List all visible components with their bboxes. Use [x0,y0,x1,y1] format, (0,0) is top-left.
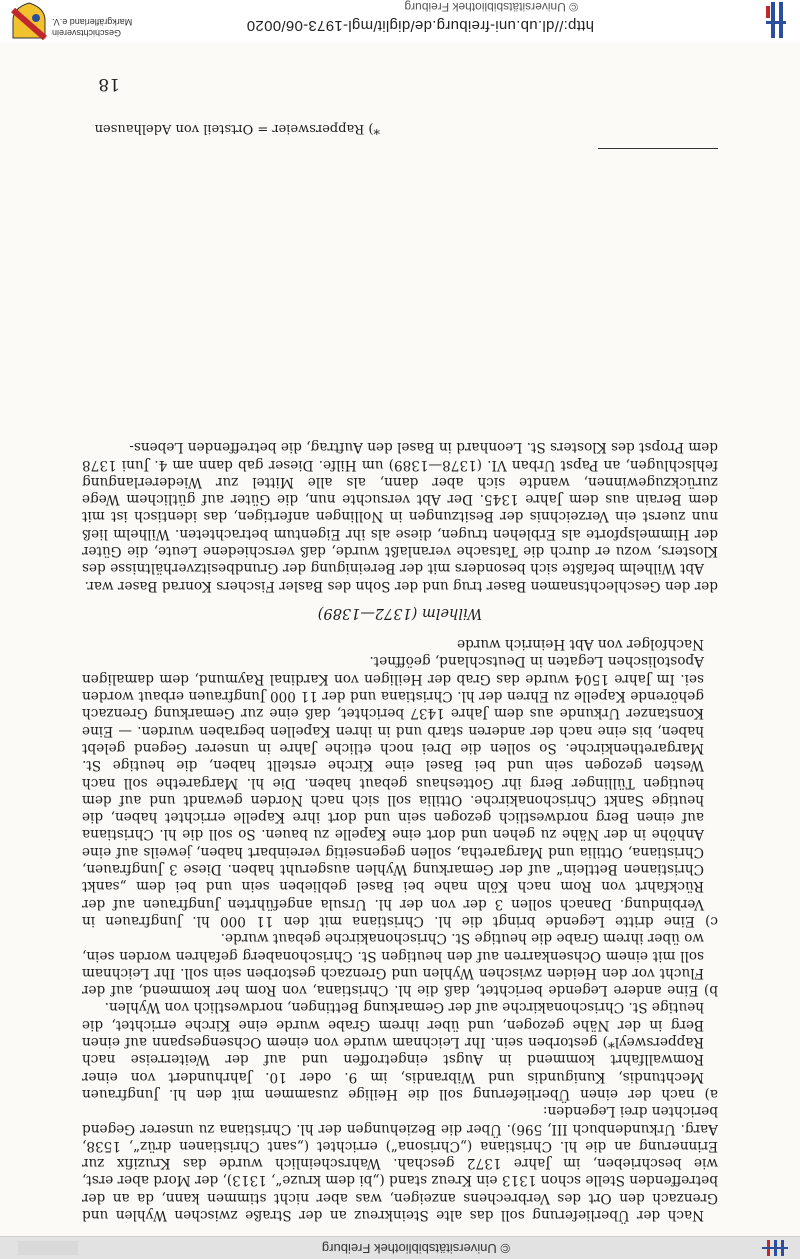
partner-logo-icon [18,1239,78,1257]
permalink-url[interactable]: http://dl.ub.uni-freiburg.de/diglit/mgl-1973-06/0020 [246,17,594,34]
legend-c: c) Eine dritte Legende bringt die hl. Christiana mit den 11 000 hl. Jungfrauen in Verbindung. Danach sollen 3 der von der hl. Ursula angeführten Jungfrauen auf der Rückfahrt von Rom nach Köln nahe bei Basel geblieben sein und bei dem „sankt Christianen Bettlein“ auf der Gemarkung Wyhlen ausgeruht haben. Diese 3 Jungfrauen, Christiana, Ottilia und Margaretha, sollen gegenseitig vereinbart haben, jeweils auf eine Anhöhe in der Nähe zu gehen und dort eine Kapelle zu bauen. So soll die hl. Christiana auf einen Berg nordwestlich gezogen sein und dort ihre Kapelle errichtet haben, die heutige Sankt Chrischonakirche. Ottilia soll sich nach Norden gewandt und auf dem heutigen Tüllinger Berg ihr Gotteshaus gebaut haben. Die hl. Margarethe soll nach Westen gezogen sein und bei Basel eine Kirche erstellt haben, die heutige St. Margarethenkirche. So sollen die Drei noch etliche Jahre in unserer Gegend gelebt haben, bis eine nach der anderen starb und in ihren Kapellen begraben wurden. — Eine Konstanzer Urkunde aus dem Jahre 1437 berichtet, daß eine zur Gemarkung Grenzach gehörende Kapelle zu Ehren der hl. Christiana und der 11 000 Jungfrauen erbaut worden sei. Im Jahre 1504 wurde das Grab der Heiligen von Kardinal Raymund, dem damaligen Apostolischen Legaten in Deutschland, geöffnet. [82,653,718,929]
top-banner [0,1236,800,1259]
successor-line: Nachfolger von Abt Heinrich wurde [457,636,704,653]
coat-of-arms-icon [10,2,48,40]
banner-text: © Universitätsbibliothek Freiburg [321,1241,510,1256]
footer-banner [0,0,800,42]
paragraph-abt-wilhelm: Abt Wilhelm befaßte sich besonders mit der Bereinigung der Grundbesitzverhältnisse des Klosters, wozu er durch die Tatsache veranlaßt wurde, daß verschiedene Leute, die Güter der Himmelspforte als Erblehen trugen, diese als ihr Eigentum betrachteten. Wilhelm ließ nun zuerst ein Verzeichnis der Besitzungen in Nollingen anfertigen, das identisch ist mit dem Berain aus dem Jahre 1345. Der Abt versuchte nun, die Güter auf gütlichem Wege zurückzugewinnen, wandte sich aber dann, als alle Mittel zur Wiedererlangung fehlschlugen, an Papst Urban VI. (1378—1389) um Hilfe. Dieser gab dann am 4. Juni 1378 dem Propst des Klosters St. Leonhard in Basel den Auftrag, die betreffenden Lebens- [82,439,718,577]
footnote: *) Rappersweier = Ortsteil von Adelhausen [94,121,380,136]
legend-a: a) nach der einen Überlieferung soll die Heilige zusammen mit den hl. Jungfrauen Mechtundis, Kunigundis und Wibrandis, im 9. oder 10. Jahrhundert von einer Romwallfahrt kommend in Augst eingetroffen und auf der Weiterreise nach Rappersweyl*) gestorben sein. Ihr Leichnam wurde von einem Ochsengespann auf einen Berg in der Nähe gezogen, und über ihrem Grabe wurde eine Kirche errichtet, die heutige St. Chrischonakirche auf der Gemarkung Bettingen, nordwestlich von Wyhlen. [82,999,718,1102]
legend-b: b) Eine andere Legende berichtet, daß die hl. Christiana, von Rom her kommend, auf der Flucht vor den Heiden zwischen Wyhlen und Grenzach gestorben sein soll. Ihr Leichnam soll mit einem Ochsenkarren auf den heutigen St. Chrischonaberg gefahren worden sein, wo über ihrem Grabe die heutige St. Chrischonakirche gebaut wurde. [82,930,718,999]
footnote-divider [598,148,718,149]
main-text [82,438,718,1223]
society-line-2: Markgräflerland e.V. [52,17,133,27]
paragraph-baser: der den Geschlechtsnamen Baser trug und der Sohn des Basler Fischers Konrad Baser war. [84,577,718,594]
society-line-1: Geschichtsverein [52,28,122,38]
society-name [52,16,132,38]
section-heading: Wilhelm (1372—1389) [317,604,483,621]
copyright-text: © Universitätsbibliothek Freiburg [404,0,578,14]
library-logo-icon [758,1239,788,1257]
paragraph-intro: Nach der Überlieferung soll das alte Steinkreuz an der Straße zwischen Wyhlen und Grenzach den Ort des Verbrechens anzeigen, was aber nicht stimmen kann, da an der betreffenden Stelle schon 1313 ein Kreuz stand („bi dem kruze“, 1313), der Mord aber erst, wie beschrieben, im Jahre 1372 geschah. Wahrscheinlich wurde das Kruzifix zur Erinnerung an die hl. Christiana („Chrisona“) errichtet („sant Christianen drüz“, 1538, Aarg. Urkundenbuch III, 596). Über die Beziehungen der hl. Christiana zu unserer Gegend berichten drei Legenden: [82,1103,718,1223]
university-logo-icon [764,2,786,38]
page-number: 18 [98,74,120,94]
